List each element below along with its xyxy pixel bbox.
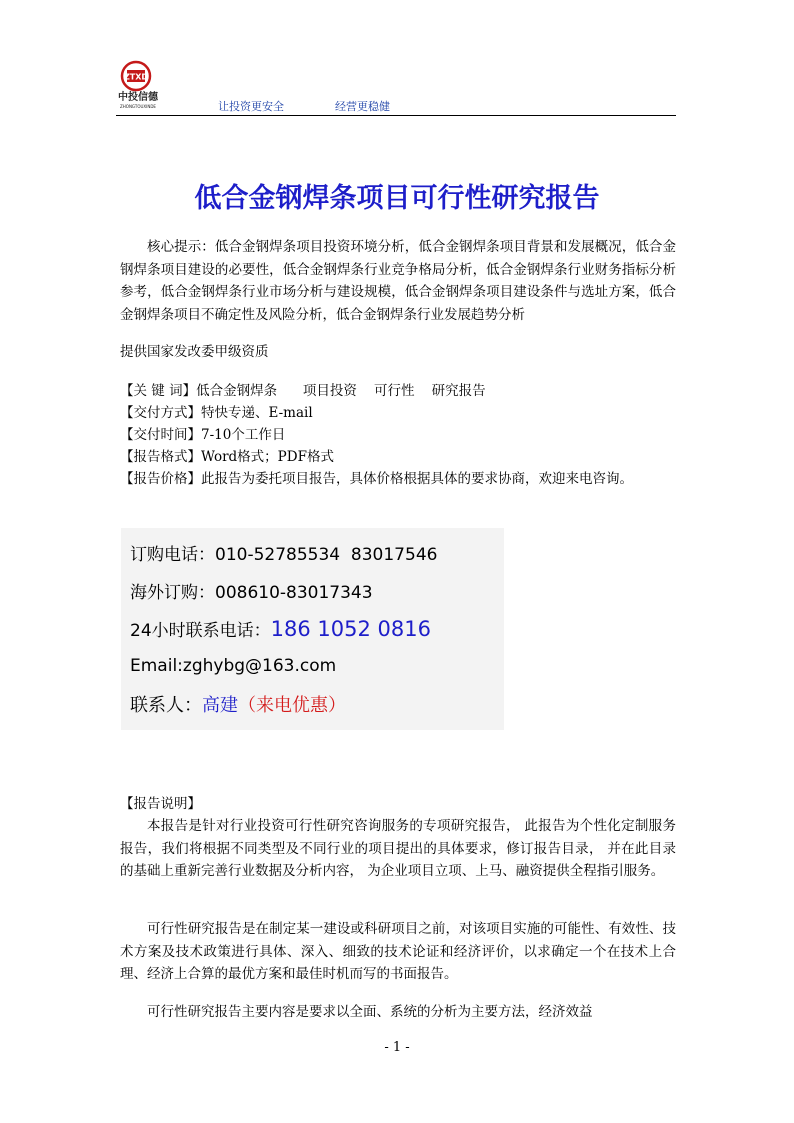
meta-delivery-method: [120, 402, 676, 424]
meta-label: 【报告价格】: [120, 471, 201, 487]
meta-label: 【交付方式】: [120, 405, 201, 421]
hotline: [130, 616, 431, 641]
hotline-value: 186 1052 0816: [270, 617, 431, 641]
tagline-2: 经营更稳健: [335, 100, 390, 113]
overseas-phone-value: 008610-83017343: [215, 583, 373, 603]
overseas-phone: [130, 578, 373, 603]
logo-text: 中投信德: [118, 92, 158, 103]
report-paragraph-1: 本报告是针对行业投资可行性研究咨询服务的专项研究报告， 此报告为个性化定制服务报告，我们将根据不同类型及不同行业的项目提出的具体要求，修订报告目录， 并在此目录的基础上重新完善行业数据及分析内容， 为企业项目立项、上马、融资提供全程指引服务。: [120, 818, 676, 879]
report-heading: 【报告说明】: [120, 796, 201, 812]
meta-format: [120, 446, 676, 468]
report-paragraph-3: 可行性研究报告主要内容是要求以全面、系统的分析为主要方法，经济效益: [147, 1004, 593, 1020]
contact-person-name: 高建: [202, 695, 238, 716]
meta-delivery-time: [120, 424, 676, 446]
logo-emblem-text: ZTXD: [123, 72, 149, 82]
contact-box: [121, 528, 504, 730]
header-divider: [116, 115, 676, 116]
report-meta: [120, 380, 676, 490]
order-phone-value: 010-52785534 83017546: [215, 545, 438, 565]
company-logo: [116, 56, 176, 112]
contact-person-label: 联系人：: [130, 695, 202, 716]
logo-subtext: ZHONGTOUXINDE: [120, 104, 156, 109]
hotline-label: 24小时联系电话：: [130, 621, 271, 641]
meta-value: 此报告为委托项目报告，具体价格根据具体的要求协商，欢迎来电咨询。: [201, 471, 633, 487]
contact-email: Email:zghybg@163.com: [130, 656, 337, 676]
meta-label: 【交付时间】: [120, 427, 201, 443]
contact-person-note: （来电优惠）: [238, 695, 346, 716]
report-paragraph-2: 可行性研究报告是在制定某一建设或科研项目之前，对该项目实施的可能性、有效性、技术方案及技术政策进行具体、深入、细致的技术论证和经济评价，以求确定一个在技术上合理、经济上合算的最优方案和最佳时机而写的书面报告。: [120, 921, 676, 982]
meta-keywords: [120, 380, 676, 402]
meta-label: 【关 键 词】: [120, 383, 197, 399]
overseas-phone-label: 海外订购：: [130, 583, 215, 603]
meta-value: 低合金钢焊条 项目投资 可行性 研究报告: [196, 383, 486, 399]
document-title: 低合金钢焊条项目可行性研究报告: [194, 183, 600, 214]
meta-label: 【报告格式】: [120, 449, 201, 465]
summary-paragraph: 核心提示：低合金钢焊条项目投资环境分析，低合金钢焊条项目背景和发展概况，低合金钢焊条项目建设的必要性，低合金钢焊条行业竞争格局分析，低合金钢焊条行业财务指标分析参考，低合金钢焊条行业市场分析与建设规模，低合金钢焊条项目建设条件与选址方案，低合金钢焊条项目不确定性及风险分析，低合金钢焊条行业发展趋势分析: [120, 239, 676, 323]
order-phone-label: 订购电话：: [130, 545, 215, 565]
meta-price: [120, 468, 676, 490]
contact-person: [130, 691, 346, 717]
page-number: - 1 -: [384, 1040, 410, 1055]
tagline-1: 让投资更安全: [218, 100, 284, 113]
order-phone: [130, 540, 437, 565]
meta-value: 特快专递、E-mail: [201, 405, 313, 421]
meta-value: Word格式；PDF格式: [201, 449, 334, 465]
qualification-note: 提供国家发改委甲级资质: [120, 344, 269, 360]
document-header: [116, 56, 676, 116]
meta-value: 7-10个工作日: [201, 427, 286, 443]
